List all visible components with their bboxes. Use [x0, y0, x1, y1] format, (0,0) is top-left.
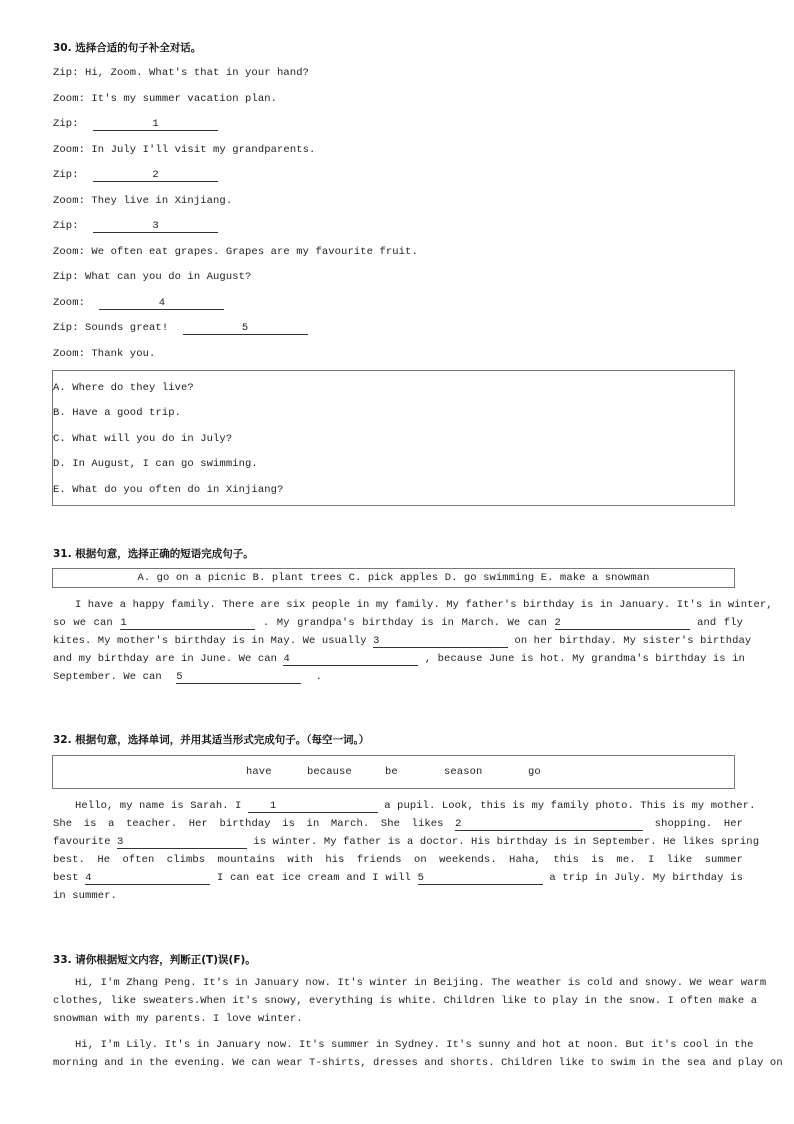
- speaker: Zip:: [53, 169, 79, 181]
- q31-blank-1[interactable]: 1: [120, 617, 255, 630]
- q32-blank-4[interactable]: 4: [85, 872, 210, 885]
- q33-a-line-2: clothes, like sweaters.When it's snowy, everything is white. Children like to play in the snow. I often make a: [53, 995, 758, 1007]
- q30-line-9: Zip: What can you do in August?: [53, 271, 252, 283]
- q32-line-5: best 4 I can eat ice cream and I will 5 a trip in July. My birthday is: [53, 872, 744, 884]
- q30-line-8: Zoom: We often eat grapes. Grapes are my favourite fruit.: [53, 246, 418, 258]
- speaker: Zip:: [53, 220, 79, 232]
- q33-passage-a: [53, 974, 767, 1028]
- q30-title: 30. 选择合适的句子补全对话。: [53, 42, 202, 54]
- q32-line-6: in summer.: [53, 890, 118, 902]
- q31-line-4: and my birthday are in June. We can 4 , because June is hot. My grandma's birthday is in: [53, 653, 745, 665]
- q32-word-box: [52, 755, 735, 789]
- word-go: go: [528, 766, 541, 778]
- q30-line-4: Zoom: In July I'll visit my grandparents.: [53, 144, 316, 156]
- word-because: because: [307, 766, 352, 778]
- q30-line-7: [53, 220, 218, 233]
- q33-passage-b: [53, 1036, 783, 1072]
- q30-line-2: Zoom: It's my summer vacation plan.: [53, 93, 278, 105]
- q32-blank-1[interactable]: 1: [248, 800, 378, 813]
- option-a: A. Where do they live?: [53, 382, 194, 394]
- q31-blank-4[interactable]: 4: [283, 653, 418, 666]
- speaker: Zoom:: [53, 297, 86, 309]
- blank-1[interactable]: 1: [93, 118, 218, 131]
- blank-3[interactable]: 3: [93, 220, 218, 233]
- q30-line-3: [53, 118, 218, 131]
- option-b: B. Have a good trip.: [53, 407, 182, 419]
- q30-line-1: Zip: Hi, Zoom. What's that in your hand?: [53, 67, 310, 79]
- option-c: C. What will you do in July?: [53, 433, 233, 445]
- q30-line-12: Zoom: Thank you.: [53, 348, 156, 360]
- q30-line-10: [53, 297, 224, 310]
- blank-5[interactable]: 5: [183, 322, 308, 335]
- q32-blank-5[interactable]: 5: [418, 872, 543, 885]
- q31-blank-2[interactable]: 2: [555, 617, 690, 630]
- q32-passage: [53, 797, 760, 905]
- speaker: Zip:: [53, 118, 79, 130]
- q31-passage: [53, 596, 773, 686]
- word-season: season: [444, 766, 483, 778]
- q33-title: 33. 请你根据短文内容，判断正(T)误(F)。: [53, 954, 256, 966]
- q32-line-1: Hello, my name is Sarah. I 1 a pupil. Look, this is my family photo. This is my mother.: [75, 800, 756, 812]
- q31-blank-3[interactable]: 3: [373, 635, 508, 648]
- speaker: Zip: Sounds great!: [53, 322, 169, 334]
- q33-a-line-3: snowman with my parents. I love winter.: [53, 1013, 303, 1025]
- q30-line-6: Zoom: They live in Xinjiang.: [53, 195, 233, 207]
- q33-b-line-2: morning and in the evening. We can wear T-shirts, dresses and shorts. Children like to swim in the sea and play on: [53, 1057, 783, 1069]
- q31-line-2: so we can 1 . My grandpa's birthday is in March. We can 2 and fly: [53, 617, 743, 629]
- option-d: D. In August, I can go swimming.: [53, 458, 258, 470]
- q30-line-5: [53, 169, 218, 182]
- q31-title: 31. 根据句意，选择正确的短语完成句子。: [53, 548, 254, 560]
- q33-a-line-1: Hi, I'm Zhang Peng. It's in January now. It's winter in Beijing. The weather is cold and snowy. We wear warm: [75, 977, 767, 989]
- q33-b-line-1: Hi, I'm Lily. It's in January now. It's summer in Sydney. It's sunny and hot at noon. But it's cool in the: [75, 1039, 754, 1051]
- blank-2[interactable]: 2: [93, 169, 218, 182]
- q32-title: 32. 根据句意，选择单词，并用其适当形式完成句子。（每空一词。）: [53, 734, 370, 746]
- q31-line-3: kites. My mother's birthday is in May. We usually 3 on her birthday. My sister's birthday: [53, 635, 752, 647]
- q32-blank-3[interactable]: 3: [117, 836, 247, 849]
- word-be: be: [385, 766, 398, 778]
- q31-options-box: A. go on a picnic B. plant trees C. pick apples D. go swimming E. make a snowman: [52, 568, 735, 588]
- option-e: E. What do you often do in Xinjiang?: [53, 484, 284, 496]
- q32-line-2: She is a teacher. Her birthday is in March. She likes 2 shopping. Her: [53, 818, 744, 830]
- word-have: have: [246, 766, 272, 778]
- blank-4[interactable]: 4: [99, 297, 224, 310]
- q31-line-1: I have a happy family. There are six people in my family. My father's birthday is in January. It's in winter,: [75, 599, 773, 611]
- q31-line-5: September. We can 5 .: [53, 671, 323, 683]
- q32-blank-2[interactable]: 2: [455, 818, 643, 831]
- q30-line-11: [53, 322, 308, 335]
- q32-line-3: favourite 3 is winter. My father is a doctor. His birthday is in September. He likes spring: [53, 836, 760, 848]
- q31-blank-5[interactable]: 5: [176, 671, 301, 684]
- q32-line-4: best. He often climbs mountains with his friends on weekends. Haha, this is me. I like summer: [53, 854, 743, 866]
